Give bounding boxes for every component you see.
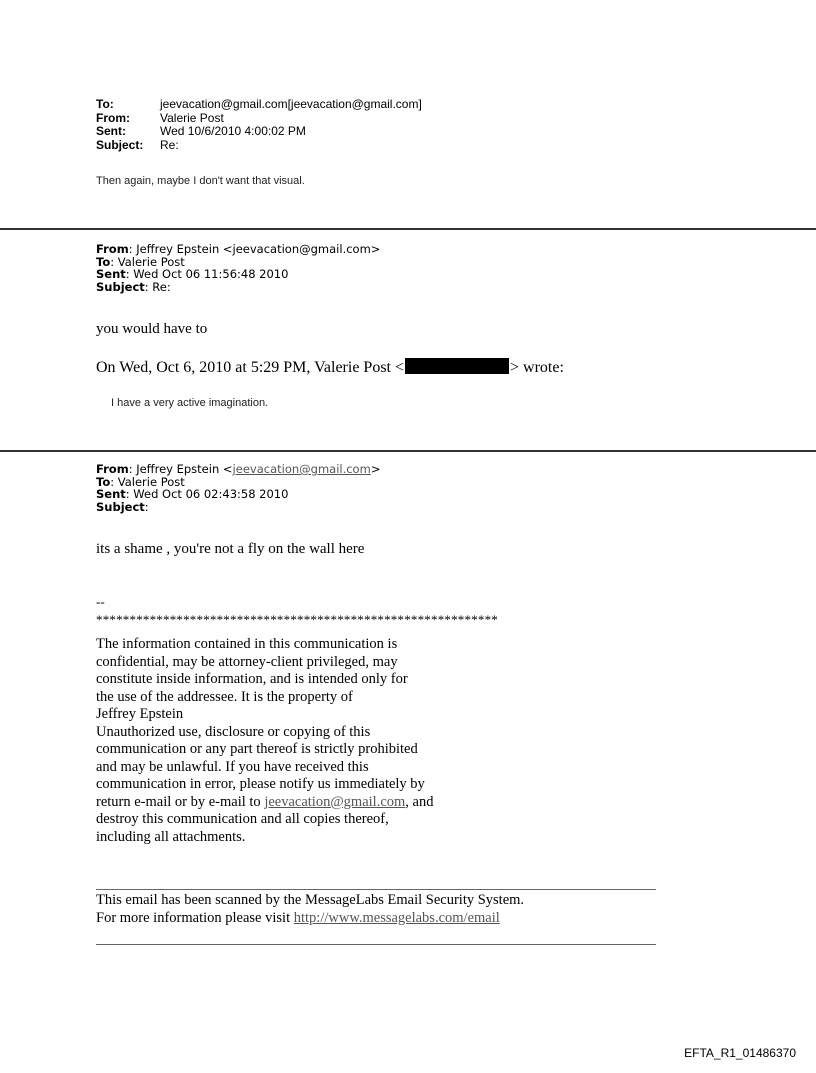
to-value: : Valerie Post [110,254,185,269]
signature-dashes: -- [96,594,105,609]
sent-label: Sent: [96,124,126,138]
header-to-row [96,98,422,112]
from-email-link[interactable]: jeevacation@gmail.com [232,462,371,476]
subject-value: Re: [160,137,179,152]
to-value: : Valerie Post [110,474,185,489]
from-label: From [96,462,129,476]
message2-body: you would have to [96,321,208,337]
top-email-header [96,98,422,152]
message3-subject-row [96,501,380,514]
scan-notice-line1: This email has been scanned by the MessageLabs Email Security System. [96,892,525,908]
disclaimer-text-b: , and destroy this communication and all copies thereof, including all attachments. [96,793,434,845]
disclaimer-text-a: The information contained in this communication is confidential, may be attorney-client privileged, may constitute inside information, and is intended only for the use of the addressee. It is the property of Jeffrey Epstein Unauthorized use, disclosure or copying of this communication or any part thereof is strictly prohibited and may be unlawful. If you have received this communication in error, please notify us immediately by return e-mail or by e-mail to [96,636,425,810]
top-message-body: Then again, maybe I don't want that visual. [96,175,305,187]
subject-label: Subject [96,499,145,514]
to-label: To: [96,97,114,111]
redaction-block [405,358,509,374]
message3-header [96,463,380,513]
message3-body: its a shame , you're not a fly on the wall here [96,541,365,557]
message-divider [0,228,816,230]
from-label: From [96,242,129,256]
subject-label: Subject: [96,137,144,152]
scan-notice-top-rule [96,889,656,890]
header-sent-row [96,125,422,139]
from-value: : Jeffrey Epstein <jeevacation@gmail.com> [128,242,381,256]
scan-notice-prefix: For more information please visit [96,910,294,926]
wrote-suffix: > wrote: [510,359,564,376]
messagelabs-link[interactable]: http://www.messagelabs.com/email [293,910,500,926]
subject-label: Subject [96,279,145,294]
confidentiality-disclaimer [96,636,496,846]
subject-value: : [144,499,149,514]
sent-value: : Wed Oct 06 11:56:48 2010 [125,267,289,281]
document-id: EFTA_R1_01486370 [684,1046,796,1060]
from-suffix: > [370,462,381,476]
scan-notice-bottom-rule [96,944,656,945]
header-subject-row [96,139,422,153]
wrote-prefix: On Wed, Oct 6, 2010 at 5:29 PM, Valerie Post < [96,359,405,376]
sent-label: Sent [96,487,126,501]
disclaimer-email-link[interactable]: jeevacation@gmail.com [264,793,406,810]
message2-subject-row [96,281,380,294]
sent-value: Wed 10/6/2010 4:00:02 PM [160,124,306,138]
quoted-text: I have a very active imagination. [111,397,269,409]
sent-label: Sent [96,267,126,281]
from-label: From: [96,110,130,125]
header-from-row [96,112,422,126]
to-label: To [96,474,111,489]
to-label: To [96,254,111,269]
message2-header [96,243,380,293]
to-value: jeevacation@gmail.com[jeevacation@gmail.com] [160,97,422,111]
scan-notice-line2 [96,910,500,927]
sent-value: : Wed Oct 06 02:43:58 2010 [125,487,289,501]
wrote-line [96,358,564,377]
signature-stars: ************************************************************ [96,612,498,627]
from-value: Valerie Post [160,110,224,125]
from-prefix: : Jeffrey Epstein < [128,462,233,476]
message-divider [0,450,816,452]
subject-value: : Re: [144,279,171,294]
